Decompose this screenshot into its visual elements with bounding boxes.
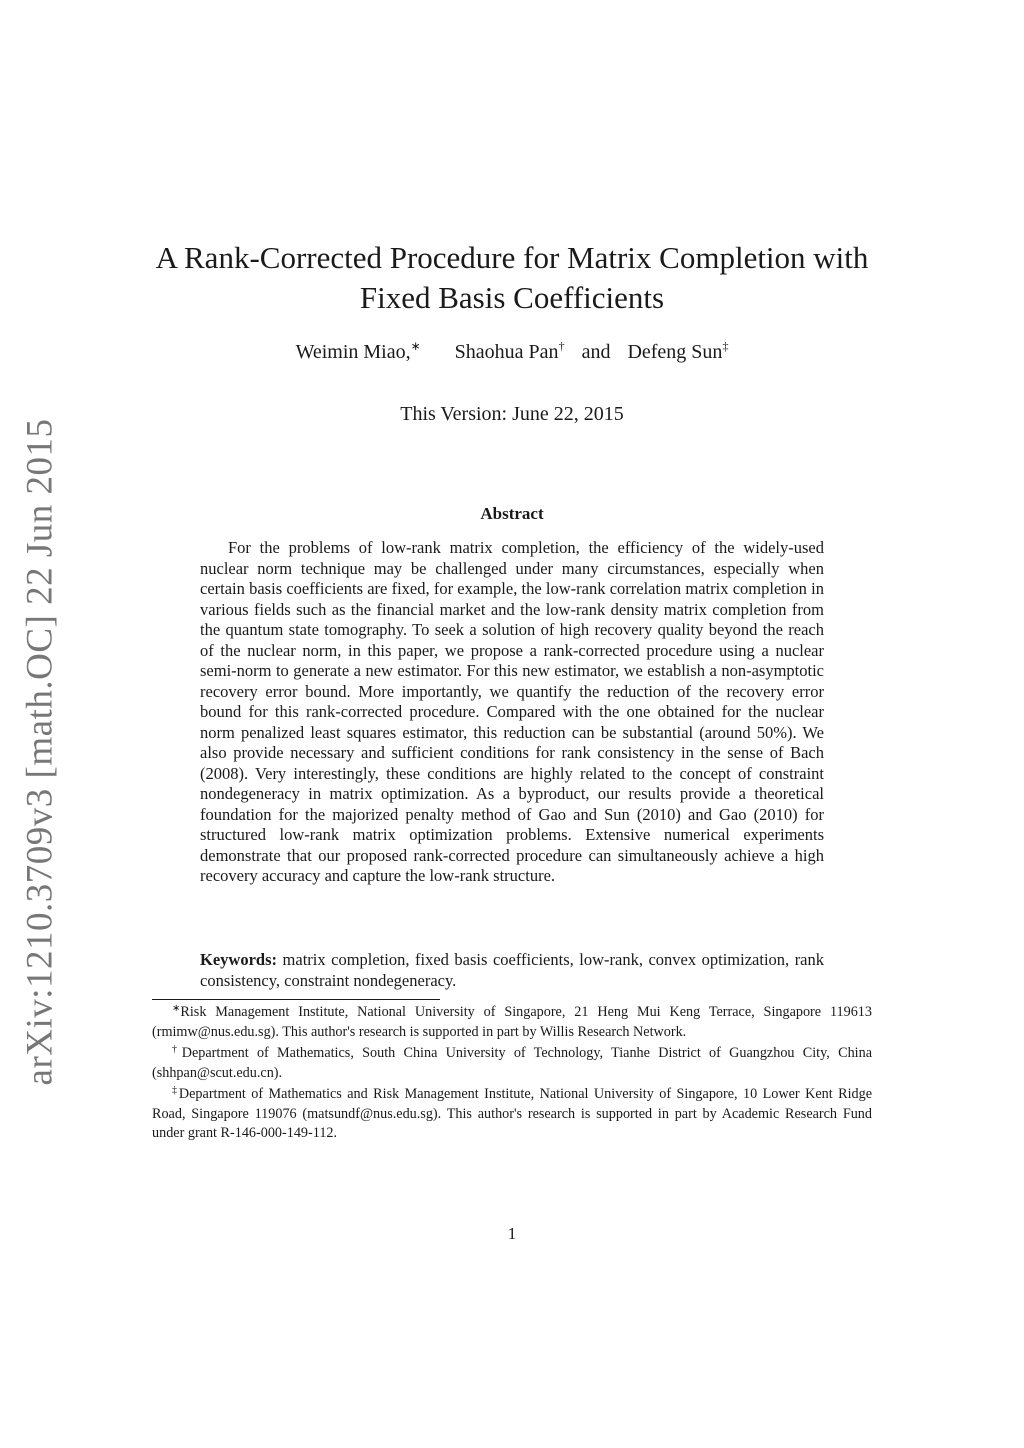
keywords-label: Keywords: [200,950,277,969]
footnote-mark: † [558,339,565,353]
author-list [150,340,874,364]
version-date: This Version: June 22, 2015 [400,403,624,425]
footnote-3 [152,1085,872,1144]
footnote-1 [152,1003,872,1042]
arxiv-identifier-stamp: arXiv:1210.3709v3 [math.OC] 22 Jun 2015 [19,418,61,1086]
abstract-heading: Abstract [480,504,544,523]
author-3 [627,340,728,364]
author-2 [455,340,565,364]
footnote-divider [152,999,440,1000]
paper-title: A Rank-Corrected Procedure for Matrix Completion with Fixed Basis Coefficients [155,240,869,315]
abstract-text: For the problems of low-rank matrix completion, the efficiency of the widely-used nuclear norm technique may be challenged under many circumstances, especially when certain basis coefficients are fixed, for example, the low-rank correlation matrix completion in various fields such as the financial market and the low-rank density matrix completion from the quantum state tomography. To seek a solution of high recovery quality beyond the reach of the nuclear norm, in this paper, we propose a rank-corrected procedure using a nuclear semi-norm to generate a new estimator. For this new estimator, we establish a non-asymptotic recovery error bound. More importantly, we quantify the reduction of the recovery error bound for this rank-corrected procedure. Compared with the one obtained for the nuclear norm penalized least squares estimator, this reduction can be substantial (around 50%). We also provide necessary and sufficient conditions for rank consistency in the sense of Bach (2008). Very interestingly, these conditions are highly related to the concept of constraint nondegeneracy in matrix optimization. As a byproduct, our results provide a theoretical foundation for the majorized penalty method of Gao and Sun (2010) and Gao (2010) for structured low-rank matrix optimization problems. Extensive numerical experiments demonstrate that our proposed rank-corrected procedure can simultaneously achieve a high recovery accuracy and capture the low-rank structure. [200,538,824,885]
footnote-text: Department of Mathematics, South China University of Technology, Tianhe District of Guangzhou City, China (shhpan@scut.edu.cn). [152,1045,872,1081]
author-name: Shaohua Pan [454,341,559,363]
footnote-mark: ‡ [722,339,729,353]
author-joiner: , [405,341,411,363]
page-number: 1 [507,1224,517,1243]
author-1 [296,340,421,364]
footnote-mark: ∗ [172,1003,181,1014]
keywords-text: matrix completion, fixed basis coefficients, low-rank, convex optimization, rank consistency, constraint nondegeneracy. [200,950,825,990]
footnote-text: Risk Management Institute, National University of Singapore, 21 Heng Mui Keng Terrace, Singapore 119613 (rmimw@nus.edu.sg). This author's research is supported in part by Willis Research Network. [152,1004,872,1040]
footnote-mark: † [172,1044,182,1055]
keywords [200,950,824,991]
author-name: Defeng Sun [627,341,723,363]
footnote-mark: ‡ [172,1085,179,1096]
footnotes [152,1003,872,1146]
footnote-2 [152,1044,872,1083]
footnote-mark: ∗ [410,339,421,353]
author-name: Weimin Miao [295,341,406,363]
footnote-text: Department of Mathematics and Risk Management Institute, National University of Singapore, 10 Lower Kent Ridge Road, Singapore 119076 (matsundf@nus.edu.sg). This author's research is supported in part by Academic Research Fund under grant R-146-000-149-112. [152,1086,872,1141]
author-and: and [581,341,611,363]
